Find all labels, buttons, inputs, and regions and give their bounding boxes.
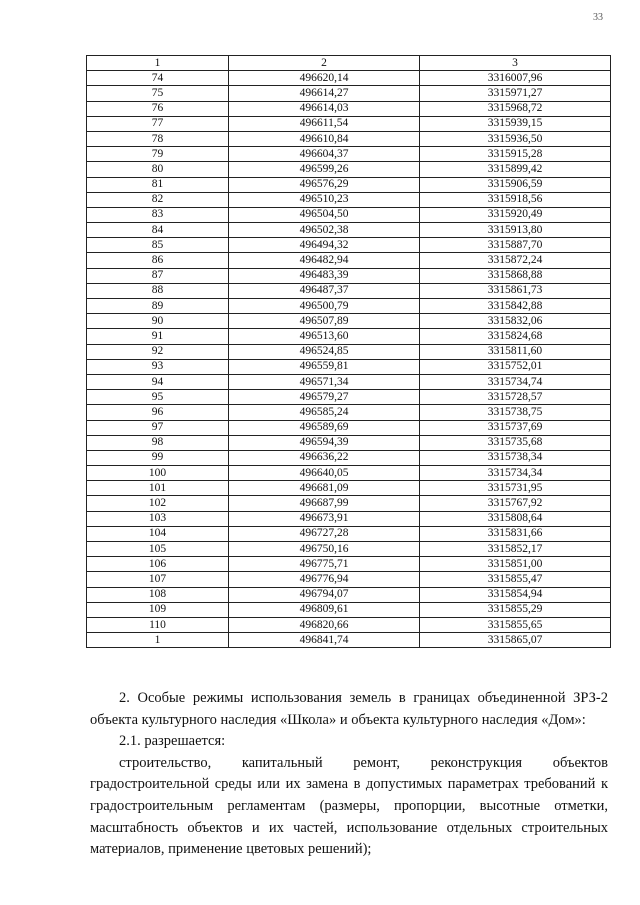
- table-row: [87, 374, 611, 389]
- cell-y-coordinate: 3315939,15: [420, 116, 611, 131]
- cell-x-coordinate: 496776,94: [229, 572, 420, 587]
- cell-y-coordinate: 3315831,66: [420, 526, 611, 541]
- table-row: [87, 162, 611, 177]
- cell-x-coordinate: 496507,89: [229, 314, 420, 329]
- paragraph-construction: строительство, капитальный ремонт, реконструкция объектов градостроительной среды или их замена в допустимых параметрах требований к градостроительным регламентам (размеры, пропорции, высотные отметки, масштабность объектов и их частей, использование отдельных строительных материалов, применение цветовых решений);: [90, 754, 608, 858]
- cell-x-coordinate: 496483,39: [229, 268, 420, 283]
- cell-x-coordinate: 496614,27: [229, 86, 420, 101]
- table-body: [87, 71, 611, 648]
- cell-point-number: 101: [87, 481, 229, 496]
- cell-x-coordinate: 496559,81: [229, 359, 420, 374]
- cell-x-coordinate: 496482,94: [229, 253, 420, 268]
- table-row: [87, 359, 611, 374]
- table-row: [87, 329, 611, 344]
- cell-point-number: 81: [87, 177, 229, 192]
- cell-x-coordinate: 496589,69: [229, 420, 420, 435]
- cell-point-number: 102: [87, 496, 229, 511]
- cell-y-coordinate: 3315906,59: [420, 177, 611, 192]
- cell-x-coordinate: 496636,22: [229, 450, 420, 465]
- cell-x-coordinate: 496809,61: [229, 602, 420, 617]
- table-row: [87, 617, 611, 632]
- cell-x-coordinate: 496794,07: [229, 587, 420, 602]
- table-row: [87, 526, 611, 541]
- cell-y-coordinate: 3316007,96: [420, 71, 611, 86]
- cell-y-coordinate: 3315738,75: [420, 405, 611, 420]
- cell-point-number: 89: [87, 299, 229, 314]
- table-row: [87, 572, 611, 587]
- cell-x-coordinate: 496510,23: [229, 192, 420, 207]
- table-row: [87, 101, 611, 116]
- cell-y-coordinate: 3315737,69: [420, 420, 611, 435]
- column-header-y: 3: [420, 56, 611, 71]
- table-row: [87, 192, 611, 207]
- cell-point-number: 94: [87, 374, 229, 389]
- cell-y-coordinate: 3315731,95: [420, 481, 611, 496]
- cell-point-number: 82: [87, 192, 229, 207]
- cell-x-coordinate: 496599,26: [229, 162, 420, 177]
- cell-y-coordinate: 3315855,65: [420, 617, 611, 632]
- table-row: [87, 587, 611, 602]
- table-row: [87, 602, 611, 617]
- cell-x-coordinate: 496611,54: [229, 116, 420, 131]
- cell-y-coordinate: 3315852,17: [420, 542, 611, 557]
- cell-point-number: 79: [87, 147, 229, 162]
- table-row: [87, 207, 611, 222]
- table-row: [87, 496, 611, 511]
- cell-point-number: 88: [87, 283, 229, 298]
- page-number: 33: [593, 12, 603, 23]
- paragraph-special-regimes: 2. Особые режимы использования земель в границах объединенной ЗРЗ-2 объекта культурного наследия «Школа» и объекта культурного наследия «Дом»:: [90, 690, 608, 728]
- table-row: [87, 542, 611, 557]
- cell-x-coordinate: 496487,37: [229, 283, 420, 298]
- column-header-x: 2: [229, 56, 420, 71]
- table-row: [87, 390, 611, 405]
- cell-point-number: 74: [87, 71, 229, 86]
- cell-y-coordinate: 3315913,80: [420, 223, 611, 238]
- table-row: [87, 116, 611, 131]
- cell-point-number: 93: [87, 359, 229, 374]
- table-row: [87, 481, 611, 496]
- cell-y-coordinate: 3315968,72: [420, 101, 611, 116]
- cell-point-number: 84: [87, 223, 229, 238]
- cell-point-number: 99: [87, 450, 229, 465]
- table-row: [87, 223, 611, 238]
- table-row: [87, 71, 611, 86]
- table-row: [87, 435, 611, 450]
- cell-point-number: 110: [87, 617, 229, 632]
- cell-point-number: 96: [87, 405, 229, 420]
- cell-y-coordinate: 3315851,00: [420, 557, 611, 572]
- cell-x-coordinate: 496500,79: [229, 299, 420, 314]
- cell-point-number: 83: [87, 207, 229, 222]
- cell-y-coordinate: 3315842,88: [420, 299, 611, 314]
- cell-x-coordinate: 496775,71: [229, 557, 420, 572]
- cell-y-coordinate: 3315861,73: [420, 283, 611, 298]
- table-row: [87, 299, 611, 314]
- cell-y-coordinate: 3315872,24: [420, 253, 611, 268]
- cell-y-coordinate: 3315899,42: [420, 162, 611, 177]
- cell-x-coordinate: 496576,29: [229, 177, 420, 192]
- cell-x-coordinate: 496504,50: [229, 207, 420, 222]
- cell-y-coordinate: 3315734,74: [420, 374, 611, 389]
- cell-x-coordinate: 496579,27: [229, 390, 420, 405]
- cell-x-coordinate: 496841,74: [229, 633, 420, 648]
- cell-x-coordinate: 496594,39: [229, 435, 420, 450]
- cell-y-coordinate: 3315734,34: [420, 466, 611, 481]
- cell-point-number: 75: [87, 86, 229, 101]
- cell-x-coordinate: 496494,32: [229, 238, 420, 253]
- cell-y-coordinate: 3315920,49: [420, 207, 611, 222]
- cell-point-number: 103: [87, 511, 229, 526]
- cell-point-number: 106: [87, 557, 229, 572]
- cell-x-coordinate: 496610,84: [229, 131, 420, 146]
- cell-y-coordinate: 3315832,06: [420, 314, 611, 329]
- table-row: [87, 131, 611, 146]
- cell-x-coordinate: 496585,24: [229, 405, 420, 420]
- cell-y-coordinate: 3315868,88: [420, 268, 611, 283]
- cell-point-number: 80: [87, 162, 229, 177]
- cell-point-number: 92: [87, 344, 229, 359]
- cell-point-number: 85: [87, 238, 229, 253]
- coordinates-table: [86, 55, 611, 648]
- cell-point-number: 108: [87, 587, 229, 602]
- cell-point-number: 107: [87, 572, 229, 587]
- cell-y-coordinate: 3315728,57: [420, 390, 611, 405]
- table-row: [87, 177, 611, 192]
- cell-x-coordinate: 496614,03: [229, 101, 420, 116]
- table-row: [87, 268, 611, 283]
- cell-point-number: 86: [87, 253, 229, 268]
- table-row: [87, 466, 611, 481]
- table-row: [87, 86, 611, 101]
- cell-y-coordinate: 3315915,28: [420, 147, 611, 162]
- cell-point-number: 105: [87, 542, 229, 557]
- cell-y-coordinate: 3315811,60: [420, 344, 611, 359]
- cell-x-coordinate: 496502,38: [229, 223, 420, 238]
- cell-point-number: 109: [87, 602, 229, 617]
- cell-point-number: 91: [87, 329, 229, 344]
- cell-y-coordinate: 3315854,94: [420, 587, 611, 602]
- cell-x-coordinate: 496571,34: [229, 374, 420, 389]
- cell-x-coordinate: 496681,09: [229, 481, 420, 496]
- cell-x-coordinate: 496513,60: [229, 329, 420, 344]
- cell-point-number: 97: [87, 420, 229, 435]
- document-body-text: [90, 688, 608, 861]
- column-header-point: 1: [87, 56, 229, 71]
- cell-x-coordinate: 496604,37: [229, 147, 420, 162]
- cell-y-coordinate: 3315865,07: [420, 633, 611, 648]
- table-row: [87, 147, 611, 162]
- table-header-row: [87, 56, 611, 71]
- cell-x-coordinate: 496524,85: [229, 344, 420, 359]
- cell-y-coordinate: 3315887,70: [420, 238, 611, 253]
- cell-point-number: 87: [87, 268, 229, 283]
- cell-y-coordinate: 3315752,01: [420, 359, 611, 374]
- table-row: [87, 253, 611, 268]
- cell-point-number: 98: [87, 435, 229, 450]
- table-row: [87, 557, 611, 572]
- table-row: [87, 420, 611, 435]
- paragraph-permitted-heading: 2.1. разрешается:: [119, 733, 226, 750]
- cell-y-coordinate: 3315855,29: [420, 602, 611, 617]
- cell-point-number: 100: [87, 466, 229, 481]
- cell-point-number: 90: [87, 314, 229, 329]
- cell-point-number: 1: [87, 633, 229, 648]
- cell-y-coordinate: 3315767,92: [420, 496, 611, 511]
- table-row: [87, 405, 611, 420]
- cell-y-coordinate: 3315738,34: [420, 450, 611, 465]
- cell-point-number: 95: [87, 390, 229, 405]
- table-row: [87, 511, 611, 526]
- table-row: [87, 633, 611, 648]
- cell-x-coordinate: 496620,14: [229, 71, 420, 86]
- cell-x-coordinate: 496820,66: [229, 617, 420, 632]
- cell-x-coordinate: 496673,91: [229, 511, 420, 526]
- cell-point-number: 77: [87, 116, 229, 131]
- cell-y-coordinate: 3315808,64: [420, 511, 611, 526]
- table-row: [87, 314, 611, 329]
- cell-y-coordinate: 3315918,56: [420, 192, 611, 207]
- cell-x-coordinate: 496750,16: [229, 542, 420, 557]
- table-row: [87, 450, 611, 465]
- cell-point-number: 78: [87, 131, 229, 146]
- cell-x-coordinate: 496727,28: [229, 526, 420, 541]
- table-row: [87, 344, 611, 359]
- cell-point-number: 104: [87, 526, 229, 541]
- cell-y-coordinate: 3315824,68: [420, 329, 611, 344]
- cell-y-coordinate: 3315855,47: [420, 572, 611, 587]
- cell-point-number: 76: [87, 101, 229, 116]
- table-row: [87, 283, 611, 298]
- cell-y-coordinate: 3315971,27: [420, 86, 611, 101]
- cell-x-coordinate: 496640,05: [229, 466, 420, 481]
- table-row: [87, 238, 611, 253]
- cell-y-coordinate: 3315936,50: [420, 131, 611, 146]
- cell-x-coordinate: 496687,99: [229, 496, 420, 511]
- cell-y-coordinate: 3315735,68: [420, 435, 611, 450]
